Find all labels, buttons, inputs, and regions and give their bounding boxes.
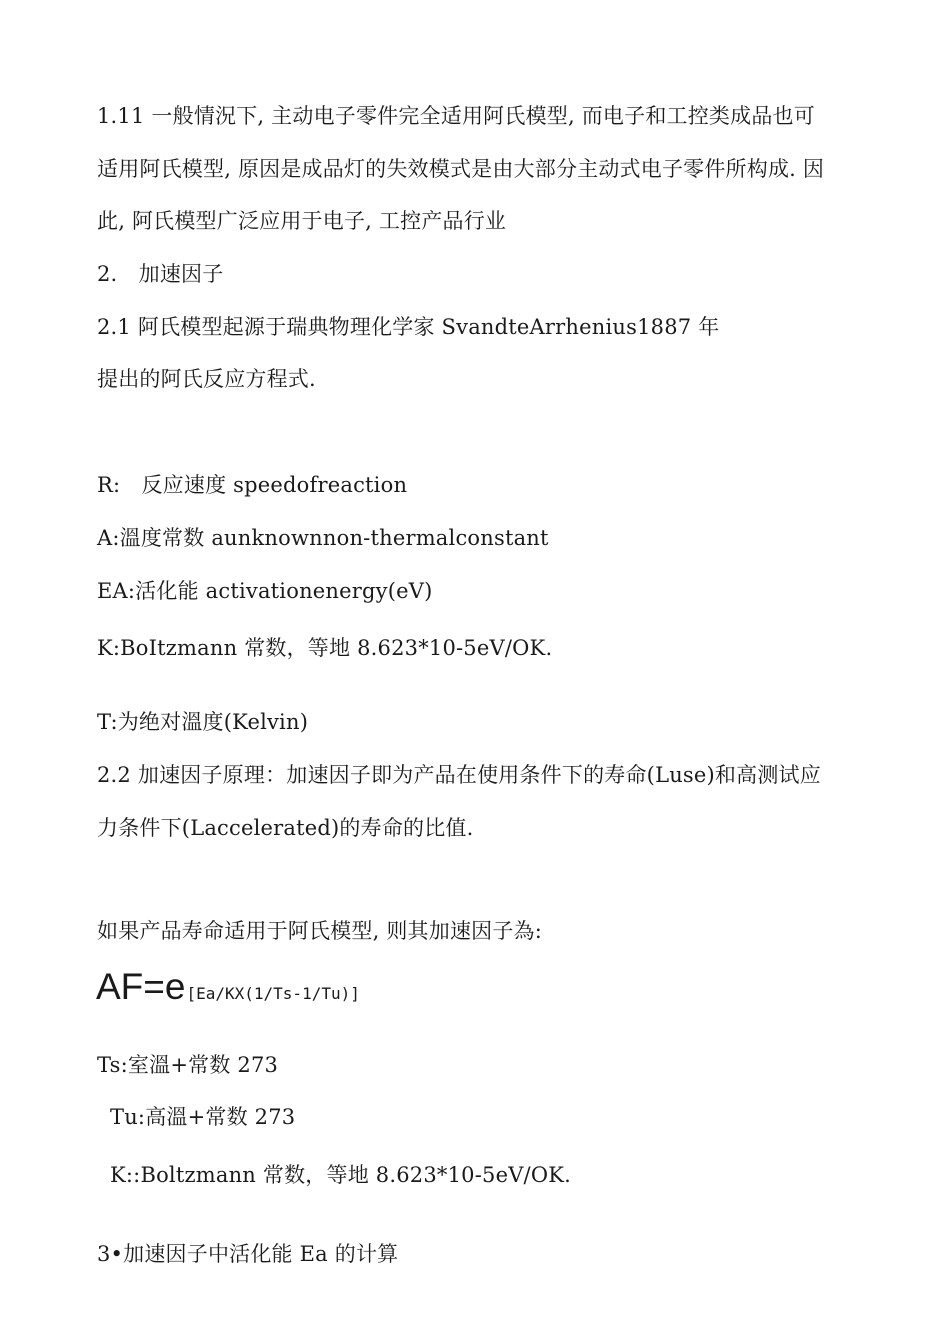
paragraph-2-2-line-1: 2.2 加速因子原理：加速因子即为产品在使用条件下的寿命(Luse)和高测试应 [97,763,821,787]
definition-tu: Tu:高溫+常数 273 [110,1105,296,1129]
definition-k: K:BoItzmann 常数，等地 8.623*10-5eV/OK. [97,636,553,660]
section-heading-2: 2. 加速因子 [97,262,224,286]
paragraph-2-1-line-2: 提出的阿氏反应方程式. [97,367,316,391]
formula-base: AF=e [96,966,186,1007]
formula-exponent: [Ea/KX(1/Ts-1/Tu)] [186,984,360,1003]
paragraph-line-2: 适用阿氏模型, 原因是成品灯的失效模式是由大部分主动式电子零件所构成. 因 [97,157,825,181]
paragraph-2-2-line-2: 力条件下(Laccelerated)的寿命的比值. [97,816,474,840]
definition-ea: EA:活化能 activationenergy(eV) [97,579,433,603]
formula-intro: 如果产品寿命适用于阿氏模型, 则其加速因子為: [97,919,543,943]
paragraph-line-1: 1.11 一般情況下, 主动电子零件完全适用阿氏模型, 而电子和工控类成品也可 [97,104,815,128]
definition-k-boltzmann: K::Boltzmann 常数，等地 8.623*10-5eV/OK. [110,1163,572,1187]
paragraph-2-1-line-1: 2.1 阿氏模型起源于瑞典物理化学家 SvandteArrhenius1887 年 [97,315,720,339]
acceleration-factor-formula [96,966,360,1008]
definition-r: R: 反应速度 speedofreaction [97,473,408,497]
definition-ts: Ts:室溫+常数 273 [97,1053,279,1077]
definition-a: A:溫度常数 aunknownnon-thermalconstant [97,526,549,550]
paragraph-line-3: 此, 阿氏模型广泛应用于电子, 工控产品行业 [97,209,507,233]
definition-t: T:为绝对溫度(Kelvin) [97,710,309,734]
section-heading-3: 3•加速因子中活化能 Ea 的计算 [97,1242,399,1266]
